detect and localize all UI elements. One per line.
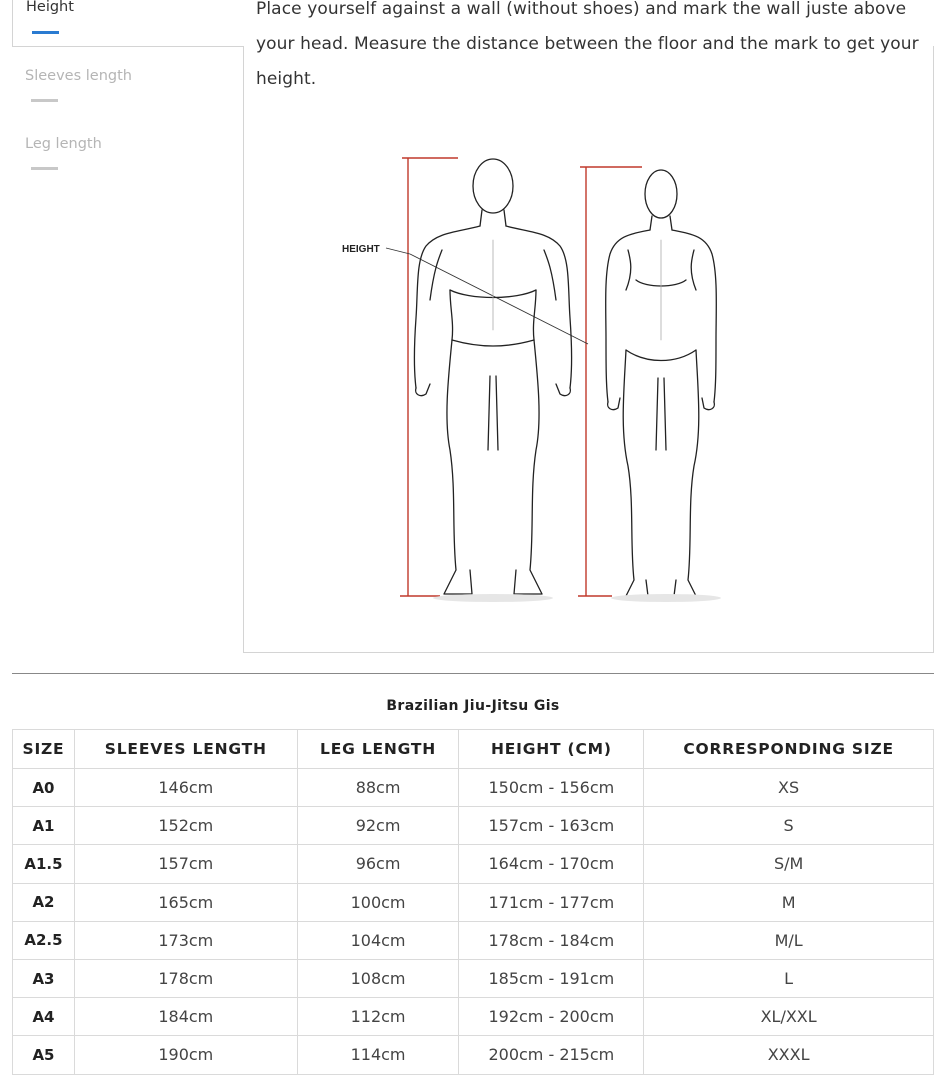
tab-sleeves-length-label: Sleeves length: [25, 68, 132, 84]
measurement-tabs: [12, 0, 244, 220]
table-cell: 178cm: [74, 959, 297, 997]
table-cell: L: [644, 959, 934, 997]
table-cell: 200cm - 215cm: [459, 1036, 644, 1074]
size-cell: A5: [13, 1036, 75, 1074]
table-row: [13, 883, 934, 921]
size-cell: A1.5: [13, 845, 75, 883]
height-pointer-lines: [386, 248, 588, 344]
table-row: [13, 1036, 934, 1074]
tab-height-indicator: [32, 31, 59, 34]
height-label: HEIGHT: [342, 244, 380, 255]
column-header: CORRESPONDING SIZE: [644, 730, 934, 769]
table-cell: XS: [644, 769, 934, 807]
table-cell: 171cm - 177cm: [459, 883, 644, 921]
table-cell: XXXL: [644, 1036, 934, 1074]
tab-sleeves-length-indicator: [31, 99, 58, 102]
table-cell: 165cm: [74, 883, 297, 921]
tab-sleeves-length[interactable]: [12, 60, 244, 110]
column-header: SIZE: [13, 730, 75, 769]
table-cell: 146cm: [74, 769, 297, 807]
table-header-row: [13, 730, 934, 769]
size-cell: A1: [13, 807, 75, 845]
table-row: [13, 807, 934, 845]
table-cell: M/L: [644, 921, 934, 959]
size-cell: A2.5: [13, 921, 75, 959]
height-measurement-illustration: [330, 150, 750, 610]
table-cell: 190cm: [74, 1036, 297, 1074]
table-cell: M: [644, 883, 934, 921]
height-measure-lines: [400, 158, 642, 596]
table-cell: 184cm: [74, 998, 297, 1036]
table-cell: 104cm: [297, 921, 459, 959]
table-cell: S/M: [644, 845, 934, 883]
size-cell: A2: [13, 883, 75, 921]
table-cell: 114cm: [297, 1036, 459, 1074]
tab-leg-length-indicator: [31, 167, 58, 170]
size-cell: A0: [13, 769, 75, 807]
table-row: [13, 845, 934, 883]
table-body: [13, 769, 934, 1075]
size-cell: A4: [13, 998, 75, 1036]
table-cell: 157cm - 163cm: [459, 807, 644, 845]
tab-divider-line: [12, 46, 244, 47]
tab-height-label: Height: [26, 0, 74, 15]
female-figure: [606, 170, 717, 596]
table-cell: 92cm: [297, 807, 459, 845]
table-cell: 152cm: [74, 807, 297, 845]
table-cell: 150cm - 156cm: [459, 769, 644, 807]
table-row: [13, 921, 934, 959]
column-header: SLEEVES LENGTH: [74, 730, 297, 769]
table-cell: 96cm: [297, 845, 459, 883]
size-table-title: Brazilian Jiu-Jitsu Gis: [386, 698, 560, 714]
table-cell: 157cm: [74, 845, 297, 883]
column-header: LEG LENGTH: [297, 730, 459, 769]
table-cell: 173cm: [74, 921, 297, 959]
table-cell: 100cm: [297, 883, 459, 921]
tab-height[interactable]: [12, 0, 244, 47]
table-cell: 185cm - 191cm: [459, 959, 644, 997]
table-cell: S: [644, 807, 934, 845]
female-shadow: [611, 594, 721, 602]
male-shadow: [433, 594, 553, 602]
male-figure: [415, 159, 572, 594]
height-instructions: Place yourself against a wall (without shoes) and mark the wall juste above your head. Measure the distance between the floor and the mark to get your height.: [256, 0, 919, 89]
table-cell: 164cm - 170cm: [459, 845, 644, 883]
table-row: [13, 998, 934, 1036]
table-cell: 88cm: [297, 769, 459, 807]
table-row: [13, 959, 934, 997]
tab-leg-length-label: Leg length: [25, 136, 102, 152]
table-cell: 112cm: [297, 998, 459, 1036]
table-cell: 108cm: [297, 959, 459, 997]
table-row: [13, 769, 934, 807]
column-header: HEIGHT (CM): [459, 730, 644, 769]
size-chart-table: [12, 729, 934, 1075]
table-cell: XL/XXL: [644, 998, 934, 1036]
table-cell: 192cm - 200cm: [459, 998, 644, 1036]
size-cell: A3: [13, 959, 75, 997]
table-cell: 178cm - 184cm: [459, 921, 644, 959]
tab-leg-length[interactable]: [12, 128, 244, 178]
section-divider: [12, 673, 934, 674]
